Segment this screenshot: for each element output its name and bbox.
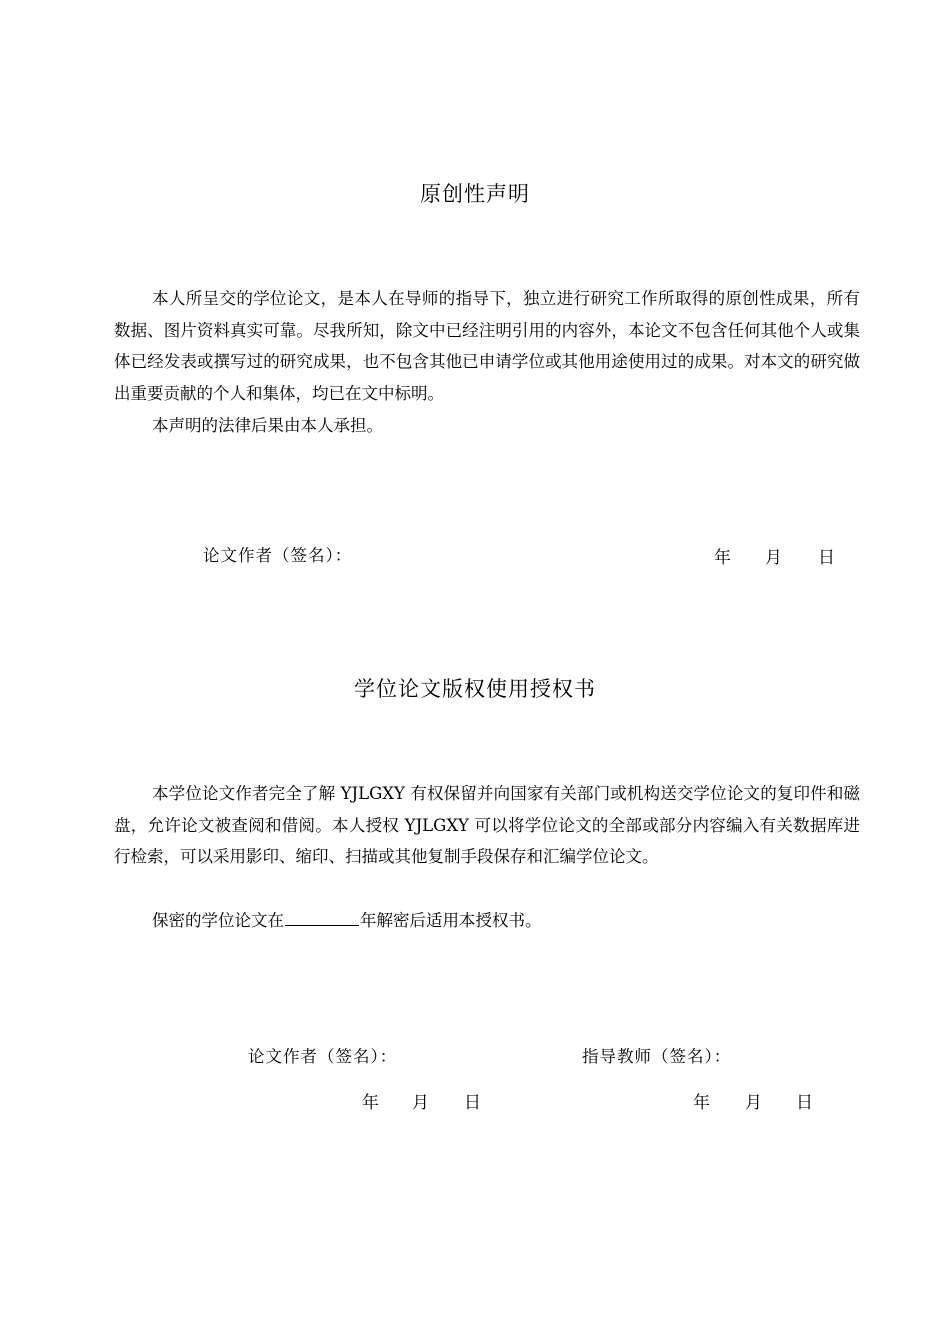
secrecy-clause (114, 905, 860, 937)
advisor-date-day: 日 (796, 1093, 813, 1113)
declaration-title: 原创性声明 (420, 182, 530, 206)
declaration-date-month: 月 (765, 548, 782, 568)
authorization-advisor-signature-label: 指导教师（签名）： (582, 1047, 732, 1066)
advisor-date-month: 月 (745, 1093, 762, 1113)
declaration-date-year: 年 (714, 548, 731, 568)
authorization-paragraph: 本学位论文作者完全了解 YJLGXY 有权保留并向国家有关部门或机构送交学位论文的复印件和磁盘，允许论文被查阅和借阅。本人授权 YJLGXY 可以将学位论文的全部或部分内容编入有关数据库进行检索，可以采用影印、缩印、扫描或其他复制手段保存和汇编学位论文。 (114, 784, 860, 866)
declaration-paragraph: 本人所呈交的学位论文，是本人在导师的指导下，独立进行研究工作所取得的原创性成果，所有数据、图片资料真实可靠。尽我所知，除文中已经注明引用的内容外，本论文不包含任何其他个人或集体已经发表或撰写过的研究成果，也不包含其他已申请学位或其他用途使用过的成果。对本文的研究做出重要贡献的个人和集体，均已在文中标明。 (114, 289, 860, 403)
declaration-legal-note: 本声明的法律后果由本人承担。 (152, 416, 383, 435)
author-date-month: 月 (412, 1093, 429, 1113)
authorization-title: 学位论文版权使用授权书 (354, 677, 596, 701)
advisor-date-year: 年 (693, 1093, 710, 1113)
secrecy-clause-prefix: 保密的学位论文在 (152, 911, 284, 930)
authorization-author-signature-label: 论文作者（签名）： (248, 1047, 398, 1066)
author-date-day: 日 (464, 1093, 481, 1113)
declaration-date-day: 日 (818, 548, 835, 568)
secrecy-years-blank (285, 911, 359, 926)
author-date-year: 年 (362, 1093, 379, 1113)
declaration-author-signature-label: 论文作者（签名）： (203, 546, 353, 565)
secrecy-clause-suffix: 年解密后适用本授权书。 (360, 911, 542, 930)
